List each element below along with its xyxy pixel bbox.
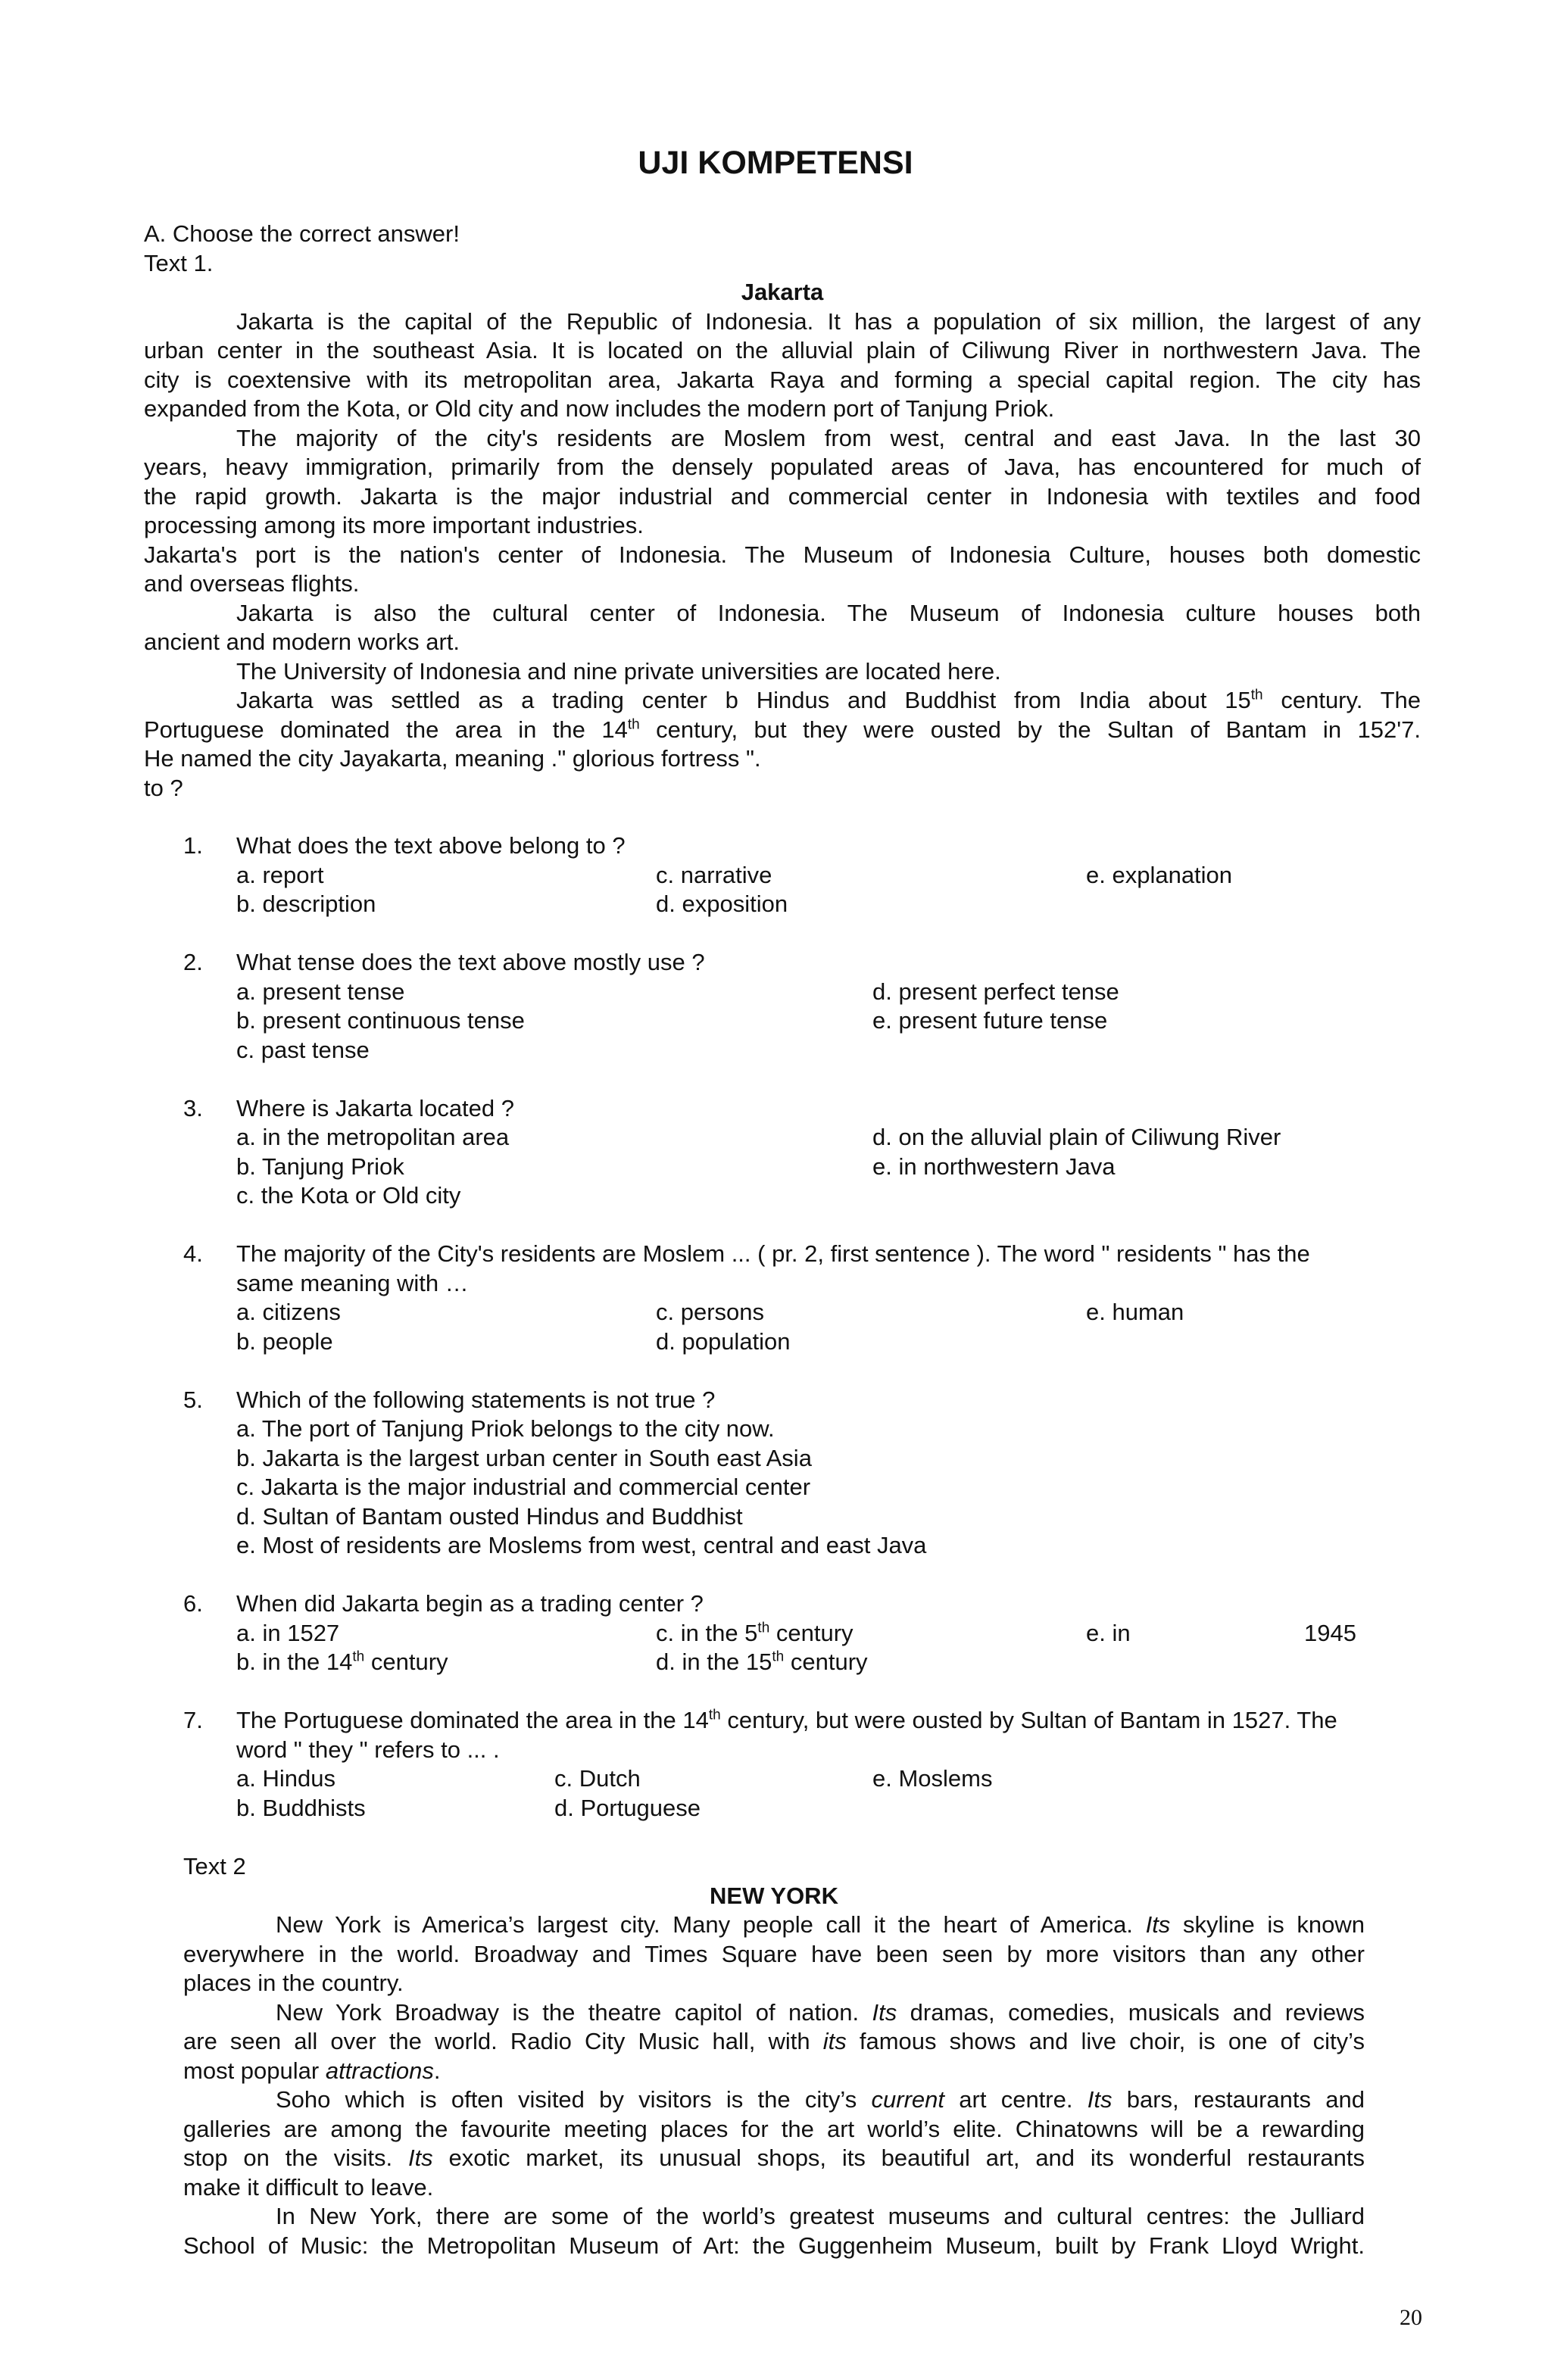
text1-line: the rapid growth. Jakarta is the major industrial and commercial center in Indonesia with textiles and food xyxy=(144,482,1421,510)
answer-option: d. in the 15th century xyxy=(656,1649,868,1675)
option-row xyxy=(0,890,1551,919)
question-5 xyxy=(0,1386,1551,1561)
text2-section xyxy=(183,1852,1365,2260)
answer-option: d. on the alluvial plain of Ciliwung River xyxy=(872,1124,1281,1150)
question-stem: Where is Jakarta located ? xyxy=(236,1094,515,1121)
text2-passage xyxy=(183,1911,1365,2260)
text2-line: galleries are among the favourite meeting places for the art world’s elite. Chinatowns will be a rewarding xyxy=(183,2115,1365,2142)
option-row xyxy=(0,1764,1551,1794)
answer-option: e. human xyxy=(1086,1299,1184,1325)
answer-option: e. Moslems xyxy=(872,1765,993,1792)
answer-option: d. Portuguese xyxy=(554,1794,701,1821)
option-row xyxy=(0,1444,1551,1474)
question-number: 2. xyxy=(183,949,203,975)
question-number: 5. xyxy=(183,1386,203,1413)
answer-option: a. Hindus xyxy=(236,1765,335,1792)
text1-line: to ? xyxy=(144,774,183,801)
answer-option: c. narrative xyxy=(656,861,772,888)
question-stem: What tense does the text above mostly use ? xyxy=(236,949,705,975)
question-list xyxy=(0,831,1551,1852)
question-number: 3. xyxy=(183,1094,203,1121)
answer-option: b. description xyxy=(236,891,376,917)
text1-passage xyxy=(144,307,1421,803)
text1-line: years, heavy immigration, primarily from the densely populated areas of Java, has encountered for much of xyxy=(144,454,1421,480)
question-number: 6. xyxy=(183,1590,203,1617)
text1-line: expanded from the Kota, or Old city and now includes the modern port of Tanjung Priok. xyxy=(144,395,1055,422)
text1-line: Jakarta was settled as a trading center b Hindus and Buddhist from India about 15th century. The xyxy=(236,687,1421,713)
answer-option: c. past tense xyxy=(236,1036,370,1063)
answer-option: b. people xyxy=(236,1327,333,1355)
text2-line: most popular attractions. xyxy=(183,2057,441,2084)
answer-option: a. in the metropolitan area xyxy=(236,1124,510,1150)
text1-line: and overseas flights. xyxy=(144,570,360,597)
answer-option: d. Sultan of Bantam ousted Hindus and Buddhist xyxy=(236,1502,743,1530)
answer-option: b. in the 14th century xyxy=(236,1649,448,1675)
text1-line: city is coextensive with its metropolitan area, Jakarta Raya and forming a special capital region. The city has xyxy=(144,366,1421,393)
answer-option: a. present tense xyxy=(236,978,405,1005)
option-row xyxy=(0,1298,1551,1327)
answer-option: b. present continuous tense xyxy=(236,1007,525,1034)
text1-line: urban center in the southeast Asia. It is located on the alluvial plain of Ciliwung River in northwestern Java. The xyxy=(144,337,1421,363)
question-stem: When did Jakarta begin as a trading center ? xyxy=(236,1590,704,1617)
text1-heading: Jakarta xyxy=(741,279,824,305)
page-title: UJI KOMPETENSI xyxy=(638,145,913,181)
answer-option: a. citizens xyxy=(236,1299,341,1325)
text2-line: Soho which is often visited by visitors is the city’s current art centre. Its bars, restaurants and xyxy=(276,2086,1365,2113)
answer-option: c. in the 5th century xyxy=(656,1619,854,1646)
option-row xyxy=(0,1123,1551,1153)
text2-label: Text 2 xyxy=(183,1853,246,1879)
text2-line: everywhere in the world. Broadway and Times Square have been seen by more visitors than any other xyxy=(183,1940,1365,1967)
question-stem: The Portuguese dominated the area in the 14th century, but were ousted by Sultan of Bantam in 1527. The word " they " refers to ... . xyxy=(236,1707,1337,1763)
option-row xyxy=(0,1648,1551,1677)
option-row xyxy=(0,1036,1551,1065)
question-number: 4. xyxy=(183,1240,203,1267)
question-4 xyxy=(0,1240,1551,1356)
answer-option: d. present perfect tense xyxy=(872,978,1119,1005)
question-stem: The majority of the City's residents are Moslem ... ( pr. 2, first sentence ). The word " residents " has the same meaning with … xyxy=(236,1240,1310,1296)
answer-option: c. persons xyxy=(656,1299,765,1325)
answer-option: e. explanation xyxy=(1086,861,1233,888)
answer-option: c. the Kota or Old city xyxy=(236,1182,461,1209)
answer-option: b. Buddhists xyxy=(236,1794,366,1821)
question-2 xyxy=(0,948,1551,1065)
answer-option: b. Jakarta is the largest urban center in South east Asia xyxy=(236,1444,812,1471)
question-stem: Which of the following statements is not true ? xyxy=(236,1386,716,1413)
text1-line: Jakarta is the capital of the Republic of Indonesia. It has a population of six million, the largest of any xyxy=(236,307,1421,335)
text1-line: Portuguese dominated the area in the 14th century, but they were ousted by the Sultan of Bantam in 152'7. xyxy=(144,716,1421,743)
option-row xyxy=(0,1181,1551,1211)
text2-line: make it difficult to leave. xyxy=(183,2173,434,2201)
answer-option: e. in xyxy=(1086,1619,1131,1646)
option-row xyxy=(0,1327,1551,1357)
text1-line: ancient and modern works art. xyxy=(144,629,460,655)
text2-line: New York is America’s largest city. Many people call it the heart of America. Its skyline is known xyxy=(276,1911,1365,1938)
text1-line: Jakarta's port is the nation's center of Indonesia. The Museum of Indonesia Culture, houses both domestic xyxy=(144,541,1421,568)
option-row xyxy=(0,1006,1551,1036)
answer-option: e. present future tense xyxy=(872,1007,1108,1034)
answer-option: d. population xyxy=(656,1327,791,1355)
answer-option: a. report xyxy=(236,861,324,888)
answer-option: e. in northwestern Java xyxy=(872,1153,1116,1180)
question-6 xyxy=(0,1589,1551,1677)
question-stem: What does the text above belong to ? xyxy=(236,832,626,859)
answer-option: a. The port of Tanjung Priok belongs to the city now. xyxy=(236,1415,775,1442)
answer-option: d. exposition xyxy=(656,891,788,917)
text2-line: stop on the visits. Its exotic market, its unusual shops, its beautiful art, and its wonderful restaurants xyxy=(183,2144,1365,2171)
question-7 xyxy=(0,1706,1551,1823)
option-row xyxy=(0,1415,1551,1444)
question-1 xyxy=(0,831,1551,919)
text1-line: Jakarta is also the cultural center of Indonesia. The Museum of Indonesia culture houses both xyxy=(236,599,1421,626)
answer-option: c. Jakarta is the major industrial and commercial center xyxy=(236,1474,811,1500)
answer-option: c. Dutch xyxy=(554,1765,641,1792)
option-row xyxy=(0,978,1551,1007)
option-row xyxy=(0,1531,1551,1561)
text1-section xyxy=(144,220,1421,803)
text1-label: Text 1. xyxy=(144,249,214,276)
text1-line: processing among its more important industries. xyxy=(144,512,644,538)
text2-line: places in the country. xyxy=(183,1970,404,1996)
instruction: A. Choose the correct answer! xyxy=(144,220,460,247)
text2-line: In New York, there are some of the world’s greatest museums and cultural centres: the Julliard xyxy=(276,2203,1365,2229)
text2-heading: NEW YORK xyxy=(710,1882,838,1909)
question-number: 1. xyxy=(183,832,203,859)
text2-line: School of Music: the Metropolitan Museum of Art: the Guggenheim Museum, built by Frank Lloyd Wright. xyxy=(183,2232,1365,2259)
option-row xyxy=(0,1794,1551,1823)
answer-option: 1945 xyxy=(1304,1619,1356,1646)
option-row xyxy=(0,1473,1551,1502)
text2-line: are seen all over the world. Radio City Music hall, with its famous shows and live choir, is one of city’s xyxy=(183,2028,1365,2054)
answer-option: b. Tanjung Priok xyxy=(236,1153,404,1180)
question-number: 7. xyxy=(183,1707,203,1733)
text1-line: The majority of the city's residents are Moslem from west, central and east Java. In the last 30 xyxy=(236,424,1421,451)
option-row xyxy=(0,1153,1551,1182)
text1-line: The University of Indonesia and nine private universities are located here. xyxy=(236,657,1001,685)
text1-line: He named the city Jayakarta, meaning ." glorious fortress ". xyxy=(144,745,761,772)
answer-option: e. Most of residents are Moslems from west, central and east Java xyxy=(236,1532,927,1558)
answer-option: a. in 1527 xyxy=(236,1619,340,1646)
question-3 xyxy=(0,1094,1551,1211)
option-row xyxy=(0,1619,1551,1649)
text2-line: New York Broadway is the theatre capitol of nation. Its dramas, comedies, musicals and reviews xyxy=(276,1998,1365,2026)
option-row xyxy=(0,861,1551,891)
option-row xyxy=(0,1502,1551,1532)
page-number: 20 xyxy=(1400,2305,1422,2330)
